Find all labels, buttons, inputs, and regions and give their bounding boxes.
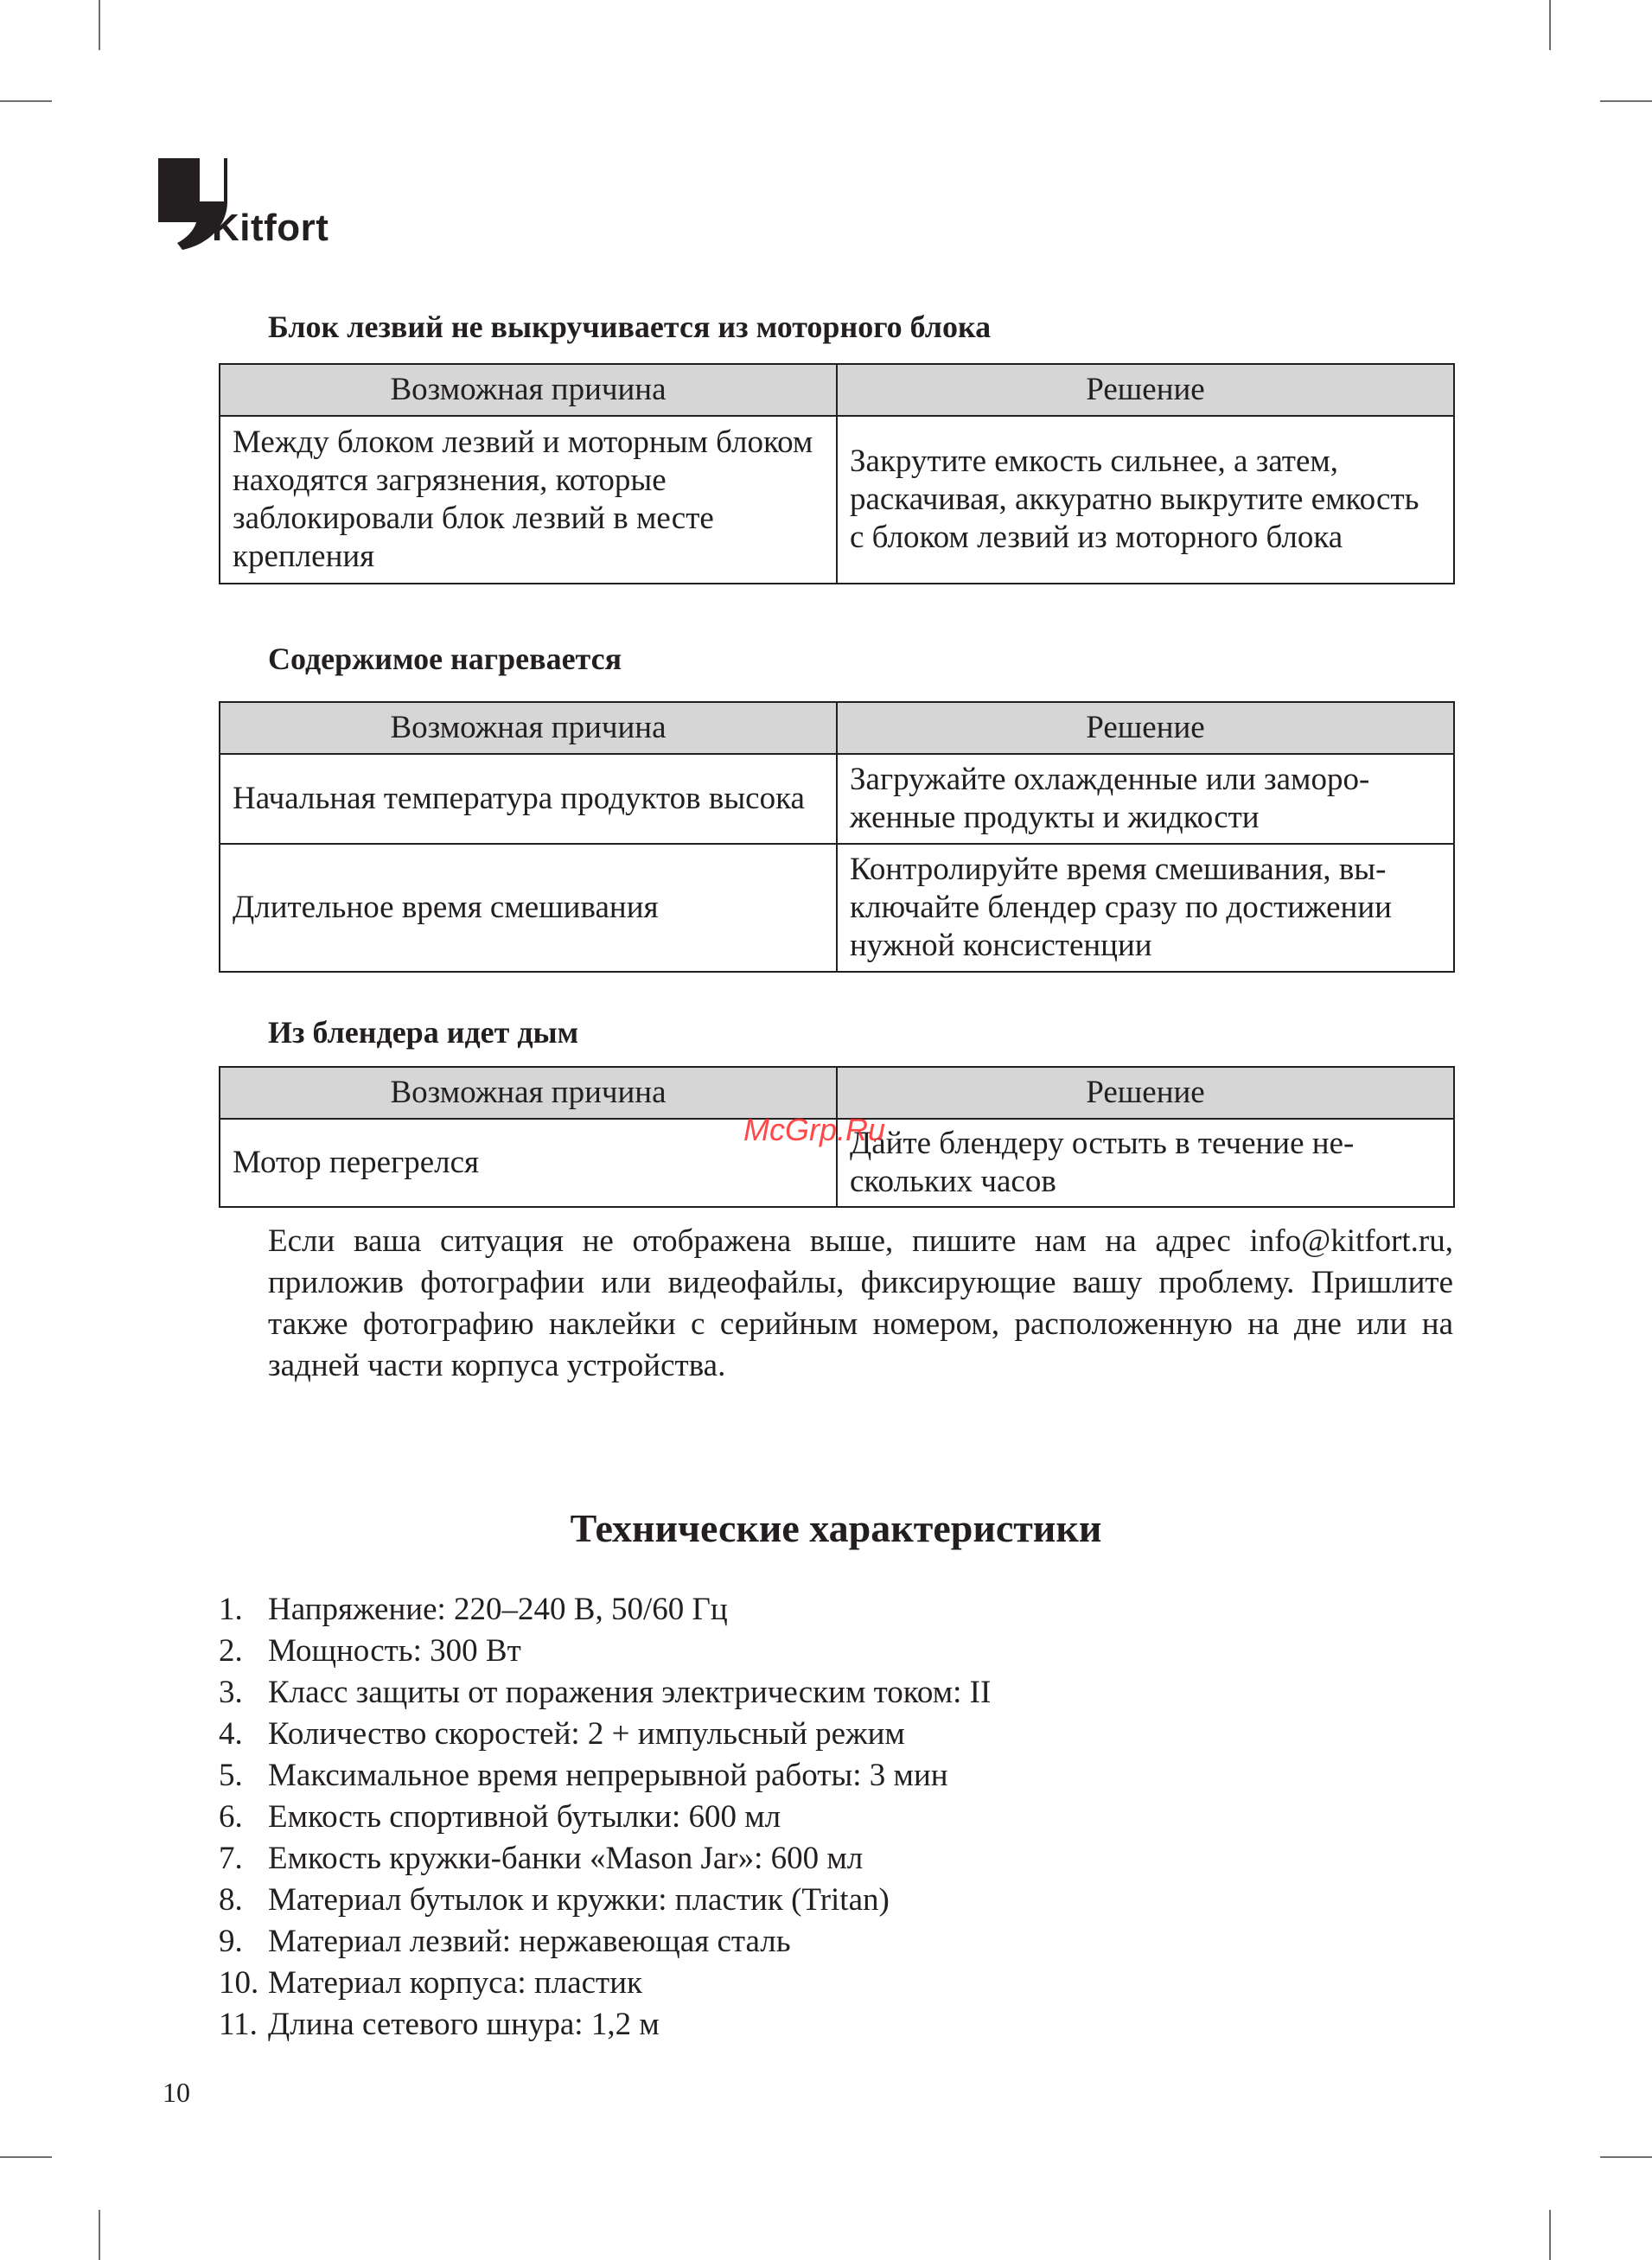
column-header-cause: Возможная причина — [220, 364, 837, 416]
crop-mark — [1600, 100, 1652, 102]
column-header-solution: Решение — [837, 702, 1454, 754]
table-row — [220, 754, 1454, 844]
crop-mark — [99, 2210, 100, 2260]
column-header-solution: Решение — [837, 1067, 1454, 1119]
column-header-solution: Решение — [837, 364, 1454, 416]
crop-mark — [1600, 2156, 1652, 2158]
table-row — [220, 844, 1454, 972]
brand-logo — [158, 158, 348, 253]
specs-title: Технические характеристики — [570, 1506, 1102, 1550]
list-item: 7. Емкость кружки-банки «Mason Jar»: 600 мл — [219, 1841, 864, 1876]
specs-list — [219, 1589, 1453, 2046]
solution-cell: Контролируйте время смешивания, вы-ключайте блендер сразу по достижении нужной консистенции — [837, 844, 1454, 972]
cause-cell: Длительное время смешивания — [220, 844, 837, 972]
table-row — [220, 416, 1454, 584]
list-item: 2. Мощность: 300 Вт — [219, 1633, 521, 1669]
list-item: 8. Материал бутылок и кружки: пластик (Tritan) — [219, 1882, 890, 1918]
solution-cell: Загружайте охлажденные или заморо-женные продукты и жидкости — [837, 754, 1454, 844]
crop-mark — [0, 100, 52, 102]
list-item: 10. Материал корпуса: пластик — [219, 1965, 642, 2001]
list-item: 6. Емкость спортивной бутылки: 600 мл — [219, 1799, 781, 1835]
page-number: 10 — [163, 2077, 190, 2108]
cause-cell: Между блоком лезвий и моторным блоком находятся загрязнения, которые заблокировали блок лезвий в месте крепления — [220, 416, 837, 584]
column-header-cause: Возможная причина — [220, 702, 837, 754]
contact-paragraph — [219, 1221, 1453, 1387]
list-item: 4. Количество скоростей: 2 + импульсный режим — [219, 1716, 905, 1752]
cause-cell: Начальная температура продуктов высока — [220, 754, 837, 844]
list-item: 3. Класс защиты от поражения электрическим током: II — [219, 1675, 992, 1710]
contact-text: Если ваша ситуация не отображена выше, пишите нам на адрес info@kitfort.ru, приложив фотографии или видеофайлы, фиксирующие вашу проблему. Пришлите также фотографию наклейки с серийным номером, расположенную на дне или на задней части корпуса устройства. — [268, 1223, 1453, 1383]
list-item: 11. Длина сетевого шнура: 1,2 м — [219, 2007, 660, 2042]
watermark: McGrp.Ru — [743, 1112, 886, 1147]
section-heading: Блок лезвий не выкручивается из моторного блока — [268, 310, 992, 344]
list-item: 9. Материал лезвий: нержавеющая сталь — [219, 1924, 791, 1959]
list-item: 1. Напряжение: 220–240 В, 50/60 Гц — [219, 1592, 728, 1627]
cause-cell: Мотор перегрелся — [220, 1119, 837, 1207]
column-header-cause: Возможная причина — [220, 1067, 837, 1119]
crop-mark — [1549, 2210, 1551, 2260]
crop-mark — [0, 2156, 52, 2158]
crop-mark — [99, 0, 100, 50]
brand-name: Kitfort — [212, 207, 329, 249]
list-item: 5. Максимальное время непрерывной работы: 3 мин — [219, 1758, 948, 1793]
crop-mark — [1549, 0, 1551, 50]
section-heading: Содержимое нагревается — [268, 642, 622, 676]
solution-cell: Дайте блендеру остыть в течение не-скольких часов — [837, 1119, 1454, 1207]
troubleshoot-table — [219, 363, 1455, 584]
solution-cell: Закрутите емкость сильнее, а затем, раскачивая, аккуратно выкрутите емкость с блоком лезвий из моторного блока — [837, 416, 1454, 584]
troubleshoot-table — [219, 701, 1455, 973]
section-heading: Из блендера идет дым — [268, 1015, 579, 1050]
